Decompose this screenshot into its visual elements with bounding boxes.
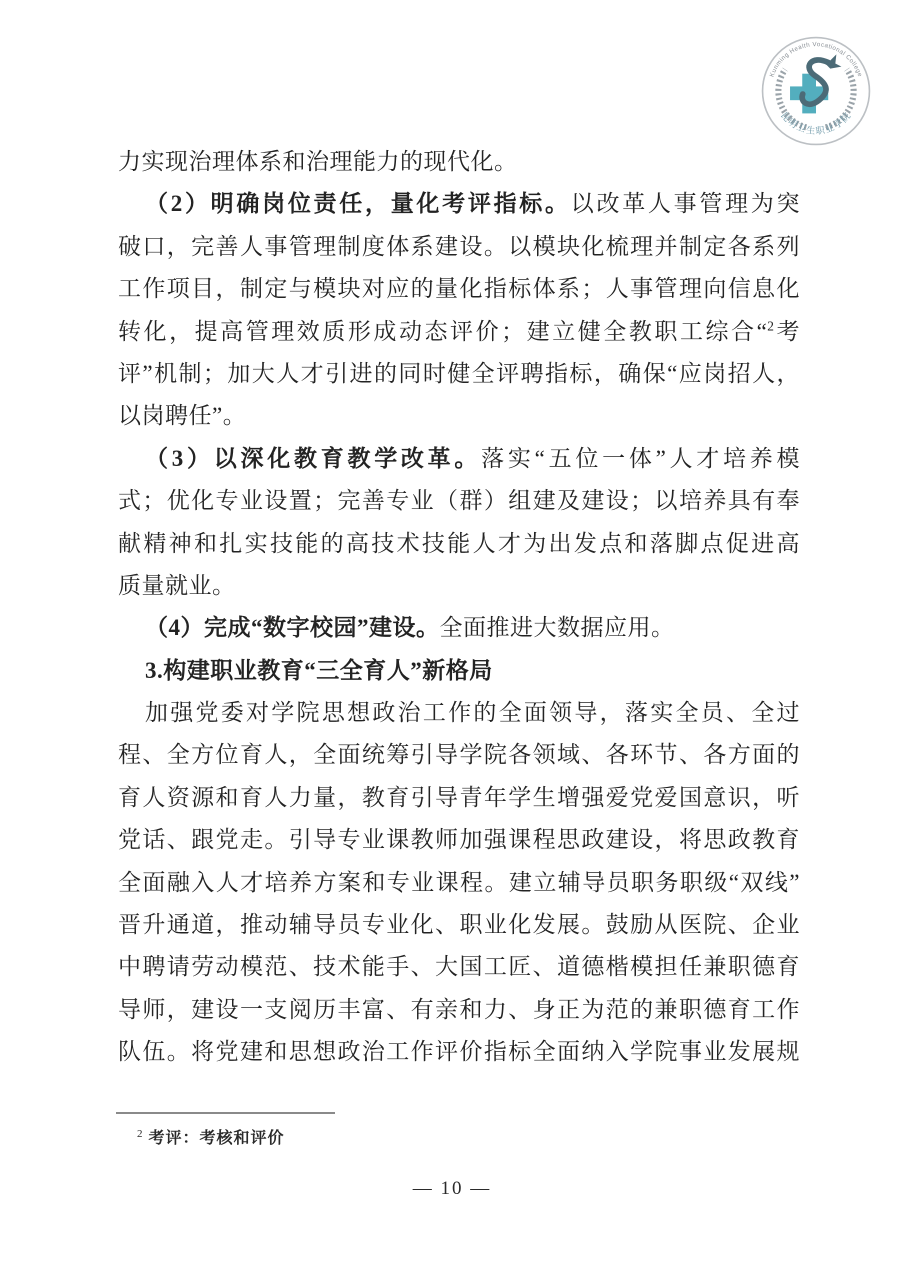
- text-line: [118, 438, 800, 480]
- text-run: 式；优化专业设置；完善专业（群）组建及建设；以培养具有奉: [118, 488, 800, 514]
- page-number: — 10 —: [412, 1178, 492, 1199]
- text-run: 力实现治理体系和治理能力的现代化。: [118, 149, 518, 174]
- footnote-reference: 2: [767, 317, 775, 333]
- text-run: （3）以深化教育教学改革。: [145, 445, 482, 471]
- text-line: [118, 353, 800, 395]
- text-line: [118, 692, 800, 734]
- text-run: 党话、跟党走。引导专业课教师加强课程思政建设，将思政教育: [118, 827, 800, 853]
- text-run: 工作项目，制定与模块对应的量化指标体系；人事管理向信息化: [118, 276, 800, 302]
- text-line: [118, 734, 800, 776]
- text-run: 献精神和扎实技能的高技术技能人才为出发点和落脚点促进高: [118, 530, 800, 556]
- logo-top-text: Kunming Health Vocational College: [768, 41, 864, 79]
- text-line: [118, 523, 800, 565]
- text-run: 程、全方位育人，全面统筹引导学院各领域、各环节、各方面的: [118, 742, 800, 768]
- text-line: [118, 946, 800, 988]
- text-line: [118, 607, 800, 649]
- text-run: 考: [774, 318, 800, 344]
- text-line: [118, 650, 800, 692]
- text-line: [118, 1031, 800, 1073]
- text-line: [118, 395, 800, 437]
- text-line: [118, 565, 800, 607]
- text-run: 全面融入人才培养方案和专业课程。建立辅导员职务职级“双线”: [118, 869, 800, 895]
- footnote: [137, 1127, 285, 1151]
- text-run: 以改革人事管理为突: [570, 191, 801, 217]
- text-line: [118, 226, 800, 268]
- text-run: 导师，建设一支阅历丰富、有亲和力、身正为范的兼职德育工作: [118, 996, 800, 1022]
- text-line: [118, 819, 800, 861]
- text-run: 中聘请劳动模范、技术能手、大国工匠、道德楷模担任兼职德育: [118, 954, 800, 980]
- text-run: 晋升通道，推动辅导员专业化、职业化发展。鼓励从医院、企业: [118, 912, 800, 938]
- text-line: [118, 268, 800, 310]
- text-run: 质量就业。: [118, 572, 236, 598]
- text-run: 加强党委对学院思想政治工作的全面领导，落实全员、全过: [145, 700, 800, 726]
- text-line: [118, 862, 800, 904]
- footnote-text: 考评：考核和评价: [148, 1130, 285, 1147]
- footnote-marker: 2: [137, 1127, 143, 1140]
- text-run: 育人资源和育人力量，教育引导青年学生增强爱党爱国意识，听: [118, 784, 800, 810]
- text-line: [118, 311, 800, 353]
- logo-bottom-text: 昆明卫生职业学院: [778, 109, 854, 137]
- college-logo: [760, 35, 872, 147]
- text-run: 转化，提高管理效质形成动态评价；建立健全教职工综合“: [118, 318, 768, 344]
- text-line: [118, 183, 800, 225]
- text-run: 队伍。将党建和思想政治工作评价指标全面纳入学院事业发展规: [118, 1039, 800, 1065]
- footnote-separator: [116, 1112, 335, 1114]
- text-line: [118, 141, 800, 183]
- text-run: 以岗聘任”。: [118, 403, 247, 429]
- text-run: 3.构建职业教育“三全育人”新格局: [145, 657, 493, 683]
- text-run: （4）完成“数字校园”建设。: [145, 615, 440, 641]
- text-line: [118, 904, 800, 946]
- text-run: 落实“五位一体”人才培养模: [481, 445, 801, 471]
- text-run: （2）明确岗位责任，量化考评指标。: [145, 191, 571, 217]
- text-run: 全面推进大数据应用。: [439, 615, 675, 641]
- text-run: 评”机制；加大人才引进的同时健全评聘指标，确保“应岗招人，: [118, 360, 800, 386]
- text-line: [118, 989, 800, 1031]
- college-logo-seal: [760, 35, 872, 147]
- text-line: [118, 480, 800, 522]
- body-text: [118, 141, 800, 1074]
- text-line: [118, 777, 800, 819]
- text-run: 破口，完善人事管理制度体系建设。以模块化梳理并制定各系列: [118, 233, 800, 259]
